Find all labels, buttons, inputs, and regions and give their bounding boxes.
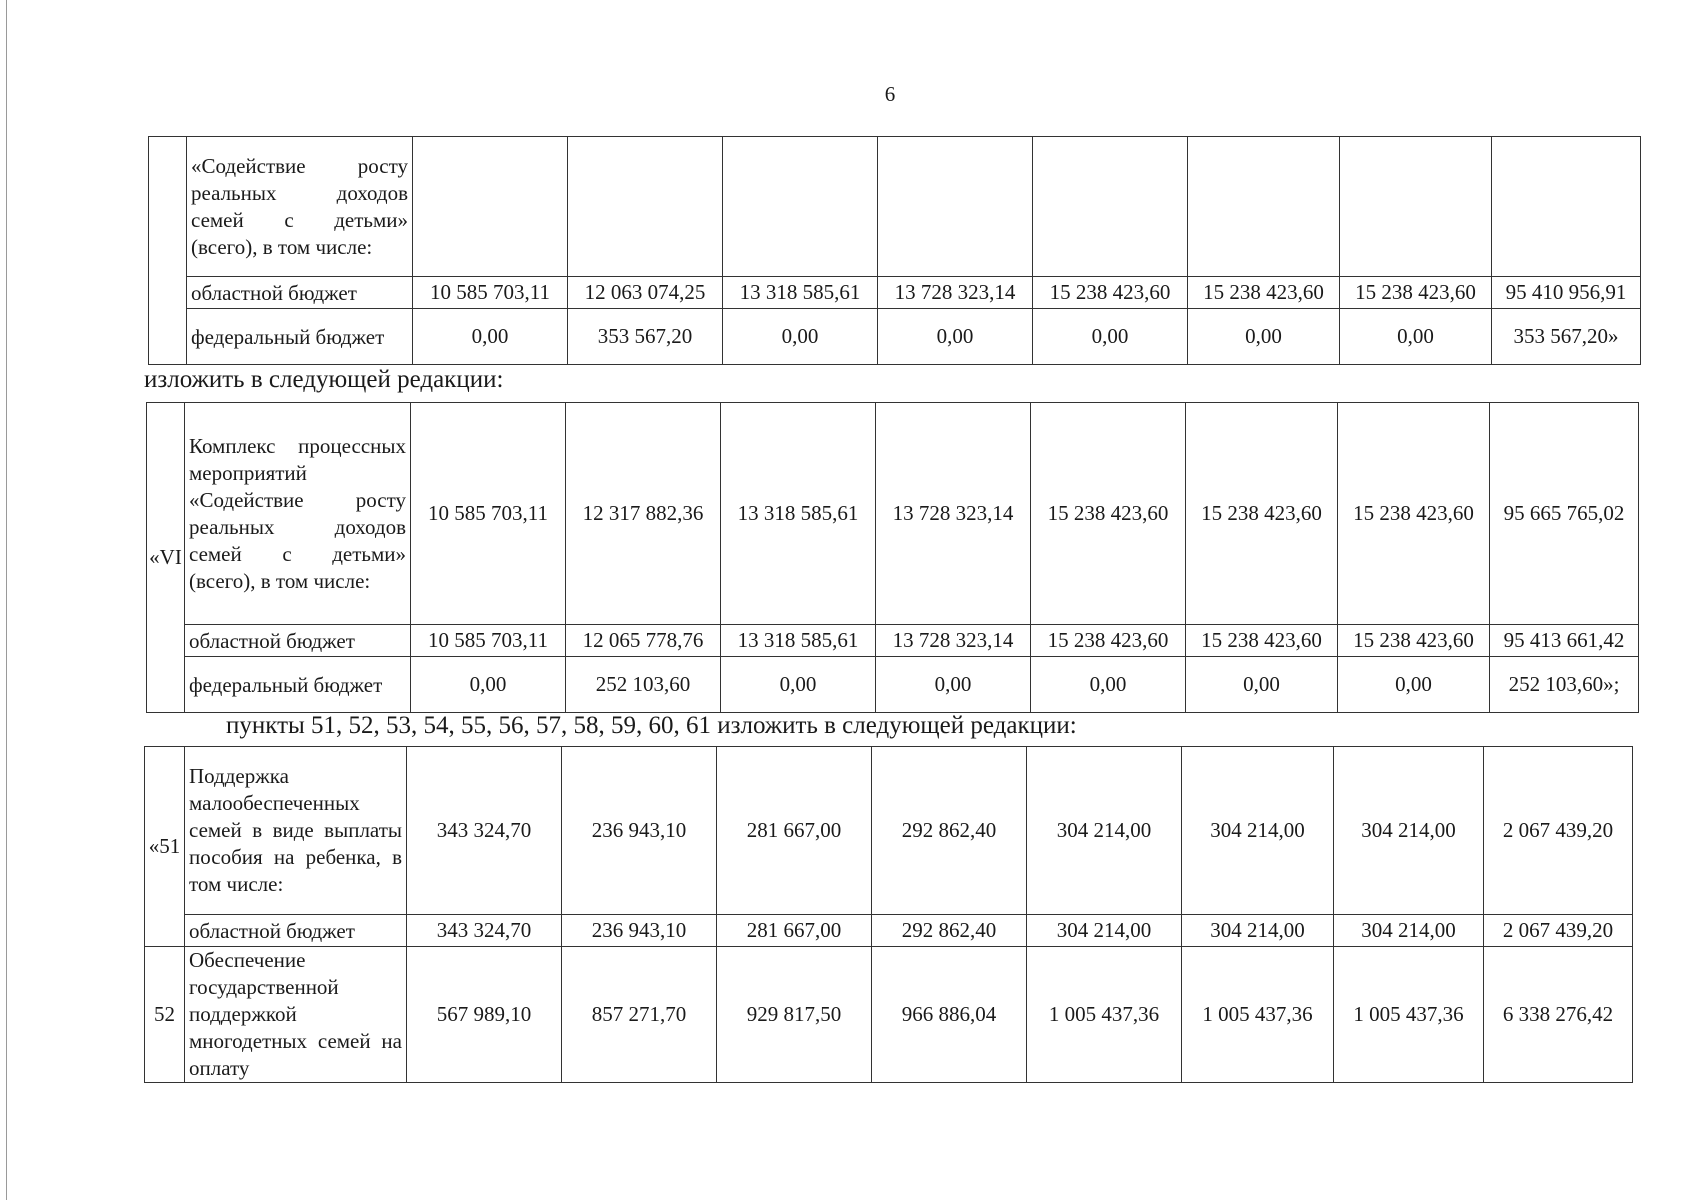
row-name: Поддержка малообеспеченных семей в виде выплаты пособия на ребенка, в том числе:	[185, 747, 407, 915]
value-cell: 12 063 074,25	[568, 277, 723, 309]
value-cell: 15 238 423,60	[1188, 277, 1340, 309]
value-cell: 15 238 423,60	[1031, 625, 1186, 657]
points-table	[144, 746, 1633, 1083]
value-cell	[878, 137, 1033, 277]
value-cell: 95 665 765,02	[1490, 403, 1639, 625]
table-row	[147, 657, 1639, 713]
value-cell: 2 067 439,20	[1484, 915, 1633, 947]
value-cell: 15 238 423,60	[1338, 625, 1490, 657]
value-cell: 13 728 323,14	[876, 403, 1031, 625]
value-cell: 1 005 437,36	[1027, 947, 1182, 1083]
value-cell: 343 324,70	[407, 915, 562, 947]
value-cell: 292 862,40	[872, 915, 1027, 947]
row-index	[149, 137, 187, 365]
value-cell: 0,00	[413, 309, 568, 365]
table-row	[149, 277, 1641, 309]
value-cell: 0,00	[723, 309, 878, 365]
table-row	[149, 309, 1641, 365]
table-row	[145, 915, 1633, 947]
value-cell: 304 214,00	[1334, 915, 1484, 947]
value-cell: 15 238 423,60	[1186, 625, 1338, 657]
value-cell	[723, 137, 878, 277]
value-cell	[568, 137, 723, 277]
value-cell: 13 318 585,61	[723, 277, 878, 309]
table-row	[149, 137, 1641, 277]
value-cell: 0,00	[411, 657, 566, 713]
value-cell: 281 667,00	[717, 915, 872, 947]
value-cell: 13 318 585,61	[721, 403, 876, 625]
value-cell: 12 317 882,36	[566, 403, 721, 625]
value-cell: 857 271,70	[562, 947, 717, 1083]
value-cell: 304 214,00	[1027, 915, 1182, 947]
value-cell: 353 567,20»	[1492, 309, 1641, 365]
value-cell: 304 214,00	[1182, 915, 1334, 947]
value-cell: 0,00	[1186, 657, 1338, 713]
value-cell: 10 585 703,11	[411, 625, 566, 657]
value-cell: 15 238 423,60	[1033, 277, 1188, 309]
value-cell: 252 103,60»;	[1490, 657, 1639, 713]
row-index: 52	[145, 947, 185, 1083]
value-cell: 13 318 585,61	[721, 625, 876, 657]
row-name: областной бюджет	[185, 625, 411, 657]
value-cell: 95 413 661,42	[1490, 625, 1639, 657]
value-cell: 2 067 439,20	[1484, 747, 1633, 915]
value-cell: 0,00	[1340, 309, 1492, 365]
value-cell: 0,00	[1188, 309, 1340, 365]
value-cell: 0,00	[878, 309, 1033, 365]
value-cell	[1492, 137, 1641, 277]
table-row	[145, 947, 1633, 1083]
value-cell: 6 338 276,42	[1484, 947, 1633, 1083]
value-cell: 1 005 437,36	[1182, 947, 1334, 1083]
row-name: Обеспечение государственной поддержкой многодетных семей на оплату	[185, 947, 407, 1083]
value-cell: 281 667,00	[717, 747, 872, 915]
value-cell: 0,00	[1338, 657, 1490, 713]
value-cell	[1188, 137, 1340, 277]
new-table	[146, 402, 1639, 713]
value-cell: 0,00	[721, 657, 876, 713]
value-cell: 929 817,50	[717, 947, 872, 1083]
scan-edge	[6, 0, 7, 1200]
value-cell: 15 238 423,60	[1340, 277, 1492, 309]
value-cell	[1033, 137, 1188, 277]
value-cell: 304 214,00	[1182, 747, 1334, 915]
value-cell: 15 238 423,60	[1186, 403, 1338, 625]
value-cell: 0,00	[1031, 657, 1186, 713]
page-number: 6	[884, 82, 896, 106]
value-cell: 292 862,40	[872, 747, 1027, 915]
table-row	[147, 403, 1639, 625]
row-name: областной бюджет	[187, 277, 413, 309]
value-cell: 13 728 323,14	[878, 277, 1033, 309]
value-cell: 13 728 323,14	[876, 625, 1031, 657]
value-cell: 236 943,10	[562, 747, 717, 915]
value-cell	[413, 137, 568, 277]
statement-text: изложить в следующей редакции:	[144, 366, 504, 393]
row-name: «Содействие росту реальных доходов семей с детьми» (всего), в том числе:	[187, 137, 413, 277]
value-cell: 0,00	[1033, 309, 1188, 365]
value-cell: 12 065 778,76	[566, 625, 721, 657]
value-cell: 353 567,20	[568, 309, 723, 365]
value-cell: 0,00	[876, 657, 1031, 713]
statement-text: пункты 51, 52, 53, 54, 55, 56, 57, 58, 59, 60, 61 изложить в следующей редакции:	[226, 712, 1077, 739]
value-cell: 304 214,00	[1027, 747, 1182, 915]
value-cell: 1 005 437,36	[1334, 947, 1484, 1083]
value-cell: 304 214,00	[1334, 747, 1484, 915]
value-cell: 10 585 703,11	[411, 403, 566, 625]
value-cell: 15 238 423,60	[1031, 403, 1186, 625]
table-row	[147, 625, 1639, 657]
row-name: Комплекс процессных мероприятий «Содействие росту реальных доходов семей с детьми» (всего), в том числе:	[185, 403, 411, 625]
value-cell: 966 886,04	[872, 947, 1027, 1083]
value-cell: 252 103,60	[566, 657, 721, 713]
value-cell: 10 585 703,11	[413, 277, 568, 309]
value-cell: 236 943,10	[562, 915, 717, 947]
value-cell: 95 410 956,91	[1492, 277, 1641, 309]
old-table	[148, 136, 1641, 365]
row-index: «51	[145, 747, 185, 947]
value-cell	[1340, 137, 1492, 277]
value-cell: 15 238 423,60	[1338, 403, 1490, 625]
row-index: «VI	[147, 403, 185, 713]
row-name: федеральный бюджет	[187, 309, 413, 365]
value-cell: 567 989,10	[407, 947, 562, 1083]
table-row	[145, 747, 1633, 915]
row-name: федеральный бюджет	[185, 657, 411, 713]
row-name: областной бюджет	[185, 915, 407, 947]
value-cell: 343 324,70	[407, 747, 562, 915]
